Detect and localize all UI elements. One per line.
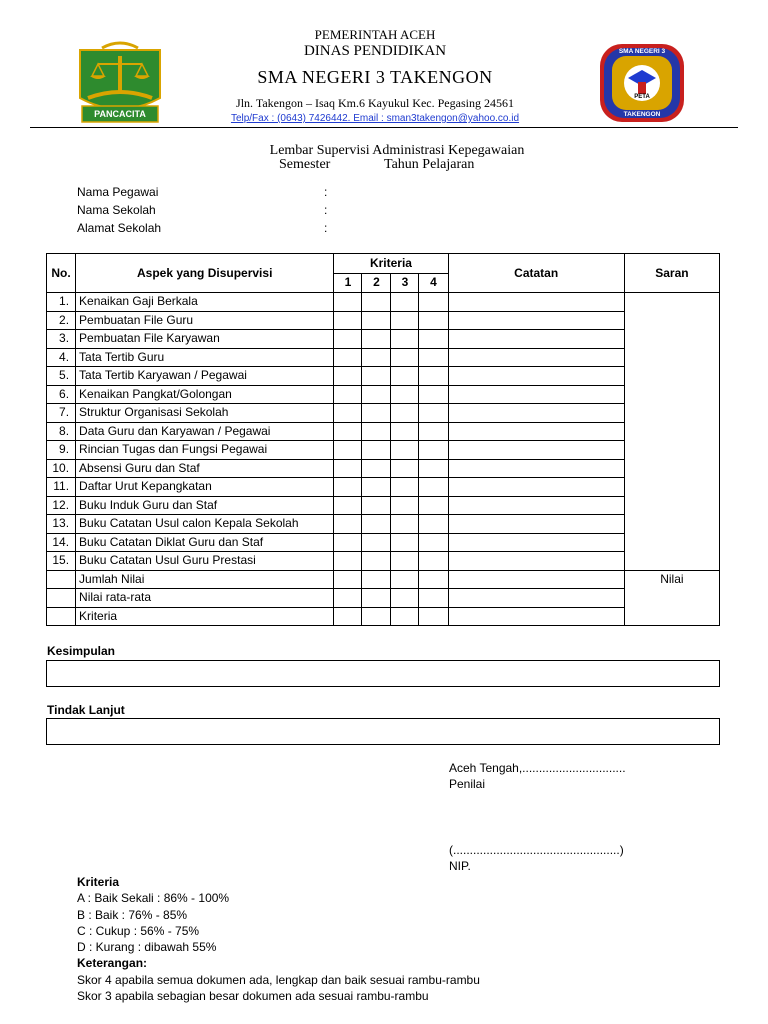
row-aspek: Buku Catatan Usul calon Kepala Sekolah	[76, 515, 334, 534]
kriteria-score-cell[interactable]	[391, 422, 419, 441]
row-aspek: Buku Catatan Usul Guru Prestasi	[76, 552, 334, 571]
kriteria-score-cell[interactable]	[362, 404, 391, 423]
kriteria-score-cell[interactable]	[391, 533, 419, 552]
keterangan-item: Skor 3 apabila sebagian besar dokumen ada sesuai rambu-rambu	[77, 989, 429, 1004]
kriteria-score-cell[interactable]	[391, 311, 419, 330]
table-row	[47, 422, 720, 441]
kriteria-score-cell[interactable]	[362, 367, 391, 386]
row-aspek: Daftar Urut Kepangkatan	[76, 478, 334, 497]
summary-label: Jumlah Nilai	[76, 570, 334, 589]
row-aspek: Data Guru dan Karyawan / Pegawai	[76, 422, 334, 441]
school-logo-top-text: SMA NEGERI 3	[618, 48, 666, 55]
row-aspek: Tata Tertib Guru	[76, 348, 334, 367]
kriteria-score-cell[interactable]	[419, 459, 448, 478]
kriteria-score-cell[interactable]	[419, 367, 448, 386]
kriteria-score-cell[interactable]	[334, 330, 362, 349]
summary-score-cell[interactable]	[362, 570, 391, 589]
row-number: 5.	[47, 367, 76, 386]
kriteria-score-cell[interactable]	[419, 533, 448, 552]
table-row	[47, 293, 720, 312]
header-government: PEMERINTAH ACEH	[314, 27, 436, 42]
semester-label: Semester	[279, 157, 331, 172]
catatan-cell[interactable]	[448, 422, 624, 441]
kriteria-score-cell[interactable]	[391, 367, 419, 386]
kriteria-score-cell[interactable]	[334, 441, 362, 460]
table-row	[47, 496, 720, 515]
row-number: 10.	[47, 459, 76, 478]
kriteria-score-cell[interactable]	[419, 385, 448, 404]
legend-item: A : Baik Sekali : 86% - 100%	[77, 891, 230, 906]
kriteria-score-cell[interactable]	[419, 422, 448, 441]
school-logo	[598, 42, 686, 124]
catatan-cell[interactable]	[448, 533, 624, 552]
legend-item: C : Cukup : 56% - 75%	[77, 923, 200, 938]
table-row	[47, 404, 720, 423]
summary-row	[47, 589, 720, 608]
summary-score-cell[interactable]	[391, 607, 419, 626]
kriteria-score-cell[interactable]	[334, 496, 362, 515]
kriteria-score-cell[interactable]	[362, 496, 391, 515]
row-aspek: Buku Induk Guru dan Staf	[76, 496, 334, 515]
signature-name-line: (..................................................)	[449, 843, 624, 857]
row-number: 2.	[47, 311, 76, 330]
catatan-cell[interactable]	[448, 515, 624, 534]
kriteria-score-cell[interactable]	[391, 293, 419, 312]
catatan-cell[interactable]	[448, 552, 624, 571]
kriteria-score-cell[interactable]	[334, 515, 362, 534]
table-row	[47, 478, 720, 497]
row-aspek: Kenaikan Gaji Berkala	[76, 293, 334, 312]
table-row	[47, 311, 720, 330]
school-name-label: Nama Sekolah	[77, 203, 156, 217]
row-aspek: Struktur Organisasi Sekolah	[76, 404, 334, 423]
table-row	[47, 367, 720, 386]
kriteria-score-cell[interactable]	[362, 552, 391, 571]
kriteria-score-cell[interactable]	[419, 404, 448, 423]
form-title: Lembar Supervisi Administrasi Kepegawaian	[269, 143, 525, 158]
row-number: 12.	[47, 496, 76, 515]
kriteria-score-cell[interactable]	[391, 385, 419, 404]
kriteria-score-cell[interactable]	[391, 459, 419, 478]
row-number: 14.	[47, 533, 76, 552]
col-header-catatan: Catatan	[448, 254, 624, 293]
employee-name-colon: :	[324, 185, 328, 199]
school-logo-center-text: PETA	[634, 94, 650, 100]
kriteria-score-cell[interactable]	[391, 441, 419, 460]
table-row	[47, 533, 720, 552]
table-row	[47, 552, 720, 571]
row-aspek: Pembuatan File Karyawan	[76, 330, 334, 349]
summary-score-cell[interactable]	[419, 570, 448, 589]
row-number: 15.	[47, 552, 76, 571]
kriteria-score-cell[interactable]	[362, 478, 391, 497]
summary-score-cell[interactable]	[334, 570, 362, 589]
summary-label: Kriteria	[76, 607, 334, 626]
nilai-cell: Nilai	[624, 570, 719, 626]
kriteria-col-header: 4	[419, 273, 448, 293]
kriteria-score-cell[interactable]	[362, 515, 391, 534]
table-row	[47, 441, 720, 460]
kriteria-score-cell[interactable]	[334, 348, 362, 367]
kriteria-score-cell[interactable]	[334, 533, 362, 552]
table-row	[47, 459, 720, 478]
kriteria-score-cell[interactable]	[391, 515, 419, 534]
kriteria-score-cell[interactable]	[362, 441, 391, 460]
kriteria-score-cell[interactable]	[419, 441, 448, 460]
legend-keterangan-title: Keterangan:	[77, 956, 148, 971]
kriteria-score-cell[interactable]	[334, 293, 362, 312]
row-aspek: Pembuatan File Guru	[76, 311, 334, 330]
pancacita-label: PANCACITA	[94, 109, 146, 119]
summary-score-cell[interactable]	[362, 607, 391, 626]
kriteria-score-cell[interactable]	[334, 422, 362, 441]
legend-item: D : Kurang : dibawah 55%	[77, 940, 217, 955]
kriteria-score-cell[interactable]	[419, 348, 448, 367]
catatan-cell[interactable]	[448, 478, 624, 497]
summary-catatan-cell[interactable]	[448, 570, 624, 589]
summary-score-cell[interactable]	[334, 589, 362, 608]
keterangan-item: Skor 4 apabila semua dokumen ada, lengkap dan baik sesuai rambu-rambu	[77, 972, 480, 987]
kriteria-score-cell[interactable]	[391, 404, 419, 423]
table-row	[47, 348, 720, 367]
catatan-cell[interactable]	[448, 293, 624, 312]
row-aspek: Absensi Guru dan Staf	[76, 459, 334, 478]
summary-score-cell[interactable]	[419, 607, 448, 626]
kriteria-score-cell[interactable]	[419, 293, 448, 312]
header-divider	[30, 127, 738, 128]
kriteria-score-cell[interactable]	[362, 293, 391, 312]
kriteria-col-header: 1	[334, 273, 362, 293]
row-number: 9.	[47, 441, 76, 460]
summary-row	[47, 607, 720, 626]
kriteria-score-cell[interactable]	[419, 515, 448, 534]
saran-cell[interactable]	[624, 293, 719, 571]
signature-place-date: Aceh Tengah,...............................	[449, 761, 626, 775]
catatan-cell[interactable]	[448, 404, 624, 423]
kriteria-score-cell[interactable]	[334, 552, 362, 571]
row-number: 1.	[47, 293, 76, 312]
kriteria-col-header: 2	[362, 273, 391, 293]
col-header-no: No.	[47, 254, 76, 293]
row-number: 4.	[47, 348, 76, 367]
summary-label: Nilai rata-rata	[76, 589, 334, 608]
school-name-colon: :	[324, 203, 328, 217]
kriteria-score-cell[interactable]	[362, 533, 391, 552]
kriteria-score-cell[interactable]	[334, 404, 362, 423]
school-address-colon: :	[324, 221, 328, 235]
employee-name-label: Nama Pegawai	[77, 185, 159, 199]
kriteria-score-cell[interactable]	[334, 459, 362, 478]
kriteria-score-cell[interactable]	[391, 478, 419, 497]
signature-role: Penilai	[449, 777, 486, 791]
summary-score-cell[interactable]	[362, 589, 391, 608]
summary-row	[47, 570, 720, 589]
supervision-table	[46, 253, 720, 626]
summary-score-cell[interactable]	[334, 607, 362, 626]
kriteria-score-cell[interactable]	[362, 385, 391, 404]
legend-item: B : Baik : 76% - 85%	[77, 907, 188, 922]
kriteria-score-cell[interactable]	[419, 311, 448, 330]
summary-number-cell	[47, 607, 76, 626]
col-header-kriteria: Kriteria	[334, 254, 448, 274]
kriteria-score-cell[interactable]	[334, 311, 362, 330]
summary-score-cell[interactable]	[391, 589, 419, 608]
kriteria-score-cell[interactable]	[334, 385, 362, 404]
summary-score-cell[interactable]	[391, 570, 419, 589]
catatan-cell[interactable]	[448, 385, 624, 404]
table-row	[47, 515, 720, 534]
row-number: 11.	[47, 478, 76, 497]
tindak-lanjut-label: Tindak Lanjut	[47, 703, 125, 717]
catatan-cell[interactable]	[448, 441, 624, 460]
summary-score-cell[interactable]	[419, 589, 448, 608]
col-header-aspek: Aspek yang Disupervisi	[76, 254, 334, 293]
kriteria-score-cell[interactable]	[362, 311, 391, 330]
kriteria-score-cell[interactable]	[419, 552, 448, 571]
row-number: 8.	[47, 422, 76, 441]
row-aspek: Tata Tertib Karyawan / Pegawai	[76, 367, 334, 386]
col-header-saran: Saran	[624, 254, 719, 293]
kesimpulan-field[interactable]	[46, 660, 720, 687]
kriteria-score-cell[interactable]	[362, 330, 391, 349]
catatan-cell[interactable]	[448, 311, 624, 330]
kriteria-score-cell[interactable]	[391, 330, 419, 349]
kriteria-score-cell[interactable]	[391, 348, 419, 367]
catatan-cell[interactable]	[448, 496, 624, 515]
school-logo-bottom-text: TAKENGON	[623, 111, 661, 118]
row-number: 6.	[47, 385, 76, 404]
kriteria-score-cell[interactable]	[391, 552, 419, 571]
row-aspek: Rincian Tugas dan Fungsi Pegawai	[76, 441, 334, 460]
table-row	[47, 330, 720, 349]
kriteria-score-cell[interactable]	[419, 478, 448, 497]
signature-nip: NIP.	[449, 859, 471, 873]
summary-catatan-cell[interactable]	[448, 607, 624, 626]
kriteria-col-header: 3	[391, 273, 419, 293]
kriteria-score-cell[interactable]	[362, 348, 391, 367]
catatan-cell[interactable]	[448, 330, 624, 349]
kriteria-score-cell[interactable]	[334, 478, 362, 497]
criteria-legend	[77, 874, 480, 1004]
school-address-label: Alamat Sekolah	[77, 221, 162, 235]
row-number: 3.	[47, 330, 76, 349]
kriteria-score-cell[interactable]	[419, 496, 448, 515]
catatan-cell[interactable]	[448, 348, 624, 367]
tindak-lanjut-field[interactable]	[46, 718, 720, 745]
table-row	[47, 385, 720, 404]
summary-number-cell	[47, 589, 76, 608]
row-number: 7.	[47, 404, 76, 423]
catatan-cell[interactable]	[448, 367, 624, 386]
row-number: 13.	[47, 515, 76, 534]
kriteria-score-cell[interactable]	[419, 330, 448, 349]
catatan-cell[interactable]	[448, 459, 624, 478]
summary-catatan-cell[interactable]	[448, 589, 624, 608]
row-aspek: Buku Catatan Diklat Guru dan Staf	[76, 533, 334, 552]
kriteria-score-cell[interactable]	[362, 459, 391, 478]
header-address: Jln. Takengon – Isaq Km.6 Kayukul Kec. Pegasing 24561	[236, 96, 514, 110]
header-department: DINAS PENDIDIKAN	[303, 43, 447, 59]
legend-kriteria-title: Kriteria	[77, 875, 120, 889]
summary-number-cell	[47, 570, 76, 589]
row-aspek: Kenaikan Pangkat/Golongan	[76, 385, 334, 404]
kriteria-score-cell[interactable]	[391, 496, 419, 515]
kriteria-score-cell[interactable]	[334, 367, 362, 386]
kriteria-score-cell[interactable]	[362, 422, 391, 441]
academic-year-label: Tahun Pelajaran	[384, 157, 475, 172]
header-contact-link[interactable]: Telp/Fax : (0643) 7426442. Email : sman3takengon@yahoo.co.id	[230, 113, 520, 124]
kesimpulan-label: Kesimpulan	[47, 644, 116, 658]
header-school-name: SMA NEGERI 3 TAKENGON	[257, 67, 493, 87]
